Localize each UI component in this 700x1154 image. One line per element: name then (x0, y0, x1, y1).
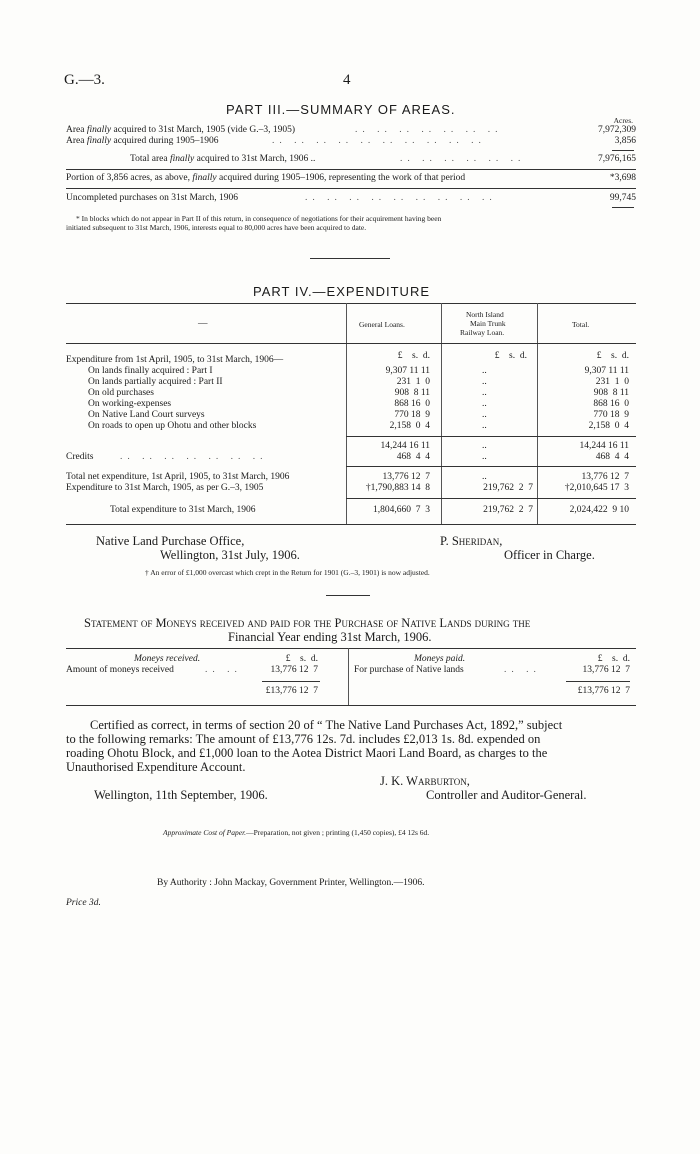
expenditure-nimt: .. (482, 366, 487, 376)
expenditure-row-label: On lands partially acquired : Part II (88, 377, 223, 387)
net-rule (346, 466, 636, 467)
expenditure-row-label: On working-expenses (88, 399, 172, 409)
expenditure-total: 908 8 11 (593, 388, 629, 398)
leader-dots: .. .. (205, 665, 242, 675)
certification-line: to the following remarks: The amount of £13,776 12s. 7d. includes £2,013 1s. 8d. expended on (66, 732, 541, 746)
part4-footnote: † An error of £1,000 overcast which crept in the Return for 1901 (G.–3, 1901) is now adjusted. (145, 568, 430, 577)
net-general: 13,776 12 7 (382, 472, 430, 482)
sum-rule (612, 150, 634, 151)
auditor-title: Controller and Auditor-General. (426, 788, 587, 802)
part3-row-label: Portion of 3,856 acres, as above, finally acquired during 1905–1906, representing the work of that period (66, 173, 466, 183)
table-top-rule (66, 303, 636, 304)
sum-rule (612, 207, 634, 208)
grand-total-label: Total expenditure to 31st March, 1906 (110, 505, 256, 515)
paid-value: 13,776 12 7 (582, 665, 630, 675)
expenditure-row-label: On Native Land Court surveys (88, 410, 205, 420)
office-date: Wellington, 31st July, 1906. (160, 548, 300, 562)
section-rule (66, 169, 636, 170)
section-rule (66, 188, 636, 189)
leader-dots: .. .. .. .. .. .. .. (120, 452, 268, 462)
grand-nimt: 219,762 2 7 (483, 505, 533, 515)
paid-header: Moneys paid. (414, 654, 466, 664)
certification-line: Certified as correct, in terms of section 20 of “ The Native Land Purchases Act, 1892,” subject (90, 718, 563, 732)
currency-header: £ s. d. (285, 654, 318, 664)
expenditure-general: 231 1 0 (396, 377, 430, 387)
grand-rule (346, 498, 636, 499)
currency-header: £ s. d. (494, 351, 527, 361)
grand-total: 2,024,422 9 10 (569, 505, 629, 515)
subtotal-total: 14,244 16 11 (579, 441, 629, 451)
statement-top-rule (66, 648, 636, 649)
certification-line: Unauthorised Expenditure Account. (66, 760, 246, 774)
currency-header: £ s. d. (597, 654, 630, 664)
page-number: 4 (343, 72, 351, 88)
part3-row-value: 3,856 (614, 136, 636, 146)
received-total: £13,776 12 7 (265, 686, 318, 696)
leader-dots: .. .. (504, 665, 541, 675)
column-divider (441, 303, 442, 524)
part3-row-value: 7,972,309 (598, 125, 636, 135)
office-name: Native Land Purchase Office, (96, 534, 245, 548)
acres-column-header: Acres. (613, 116, 633, 125)
net-expenditure-label: Total net expenditure, 1st April, 1905, to 31st March, 1906 (66, 472, 290, 482)
column-header-railway-loan: Railway Loan. (460, 328, 505, 337)
expenditure-total: 9,307 11 11 (584, 366, 629, 376)
column-header-total: Total. (572, 320, 590, 329)
paid-total: £13,776 12 7 (577, 686, 630, 696)
expenditure-row-label: On lands finally acquired : Part I (88, 366, 213, 376)
credits-nimt: .. (482, 452, 487, 462)
leader-dots: .. .. .. .. .. .. (400, 154, 526, 164)
expenditure-total: 231 1 0 (595, 377, 629, 387)
column-divider (346, 303, 347, 524)
expenditure-general: 908 8 11 (394, 388, 430, 398)
expenditure-general: 770 18 9 (394, 410, 430, 420)
expenditure-nimt: .. (482, 410, 487, 420)
sum-rule (566, 681, 630, 682)
separator-rule (310, 258, 390, 259)
expenditure-nimt: .. (482, 388, 487, 398)
credits-general: 468 4 4 (396, 452, 430, 462)
price: Price 3d. (66, 898, 101, 908)
part3-footnote: * In blocks which do not appear in Part II of this return, in consequence of negotiations for their acquirement having been (76, 214, 442, 223)
part3-row-label: Uncompleted purchases on 31st March, 1906 (66, 193, 239, 203)
column-header-main-trunk: Main Trunk (470, 319, 506, 328)
paid-label: For purchase of Native lands (354, 665, 464, 675)
expenditure-total: 770 18 9 (593, 410, 629, 420)
leader-dots: .. .. .. .. .. .. .. .. .. (305, 193, 497, 203)
statement-title: Statement of Moneys received and paid for the Purchase of Native Lands during the (84, 616, 531, 630)
part3-row-value: *3,698 (609, 173, 636, 183)
prior-expenditure-label: Expenditure to 31st March, 1905, as per G.–3, 1905 (66, 483, 264, 493)
part3-row-value: 7,976,165 (598, 154, 636, 164)
column-header-dash: — (198, 319, 208, 329)
part3-row-value: 99,745 (609, 193, 636, 203)
prior-general: †1,790,883 14 8 (365, 483, 430, 493)
expenditure-heading: Expenditure from 1st April, 1905, to 31st March, 1906— (66, 355, 284, 365)
separator-rule (326, 595, 370, 596)
part3-row-label: Total area finally acquired to 31st March, 1906 .. (130, 154, 316, 164)
received-header: Moneys received. (134, 654, 201, 664)
leader-dots: .. .. .. .. .. .. .. (355, 125, 503, 135)
statement-subtitle: Financial Year ending 31st March, 1906. (228, 630, 432, 644)
expenditure-general: 9,307 11 11 (385, 366, 430, 376)
header-bottom-rule (66, 343, 636, 344)
table-bottom-rule (66, 524, 636, 525)
expenditure-nimt: .. (482, 377, 487, 387)
part4-title: PART IV.—EXPENDITURE (253, 284, 431, 299)
subtotal-general: 14,244 16 11 (380, 441, 430, 451)
received-value: 13,776 12 7 (270, 665, 318, 675)
currency-header: £ s. d. (596, 351, 629, 361)
prior-nimt: 219,762 2 7 (483, 483, 533, 493)
certification-place-date: Wellington, 11th September, 1906. (94, 788, 268, 802)
column-header-north-island: North Island (466, 310, 504, 319)
net-total: 13,776 12 7 (581, 472, 629, 482)
sum-rule (262, 681, 320, 682)
expenditure-total: 2,158 0 4 (588, 421, 629, 431)
statement-bottom-rule (66, 705, 636, 706)
expenditure-general: 2,158 0 4 (389, 421, 430, 431)
cost-note: Approximate Cost of Paper.—Preparation, not given ; printing (1,450 copies), £4 12s 6d. (163, 828, 430, 837)
expenditure-total: 868 16 0 (593, 399, 629, 409)
signer-name: P. Sheridan, (440, 534, 503, 548)
expenditure-row-label: On old purchases (88, 388, 154, 398)
received-label: Amount of moneys received (66, 665, 174, 675)
expenditure-row-label: On roads to open up Ohotu and other blocks (88, 421, 257, 431)
column-divider (537, 303, 538, 524)
column-header-general-loans: General Loans. (359, 320, 405, 329)
auditor-name: J. K. Warburton, (380, 774, 470, 788)
currency-header: £ s. d. (397, 351, 430, 361)
part3-footnote: initiated subsequent to 31st March, 1906, interests equal to 80,000 acres have been acquired to date. (66, 223, 367, 232)
net-nimt: .. (482, 472, 487, 482)
expenditure-general: 868 16 0 (394, 399, 430, 409)
signer-title: Officer in Charge. (504, 548, 595, 562)
document-reference: G.—3. (64, 72, 105, 88)
part3-row-label: Area finally acquired to 31st March, 1905 (vide G.–3, 1905) (66, 125, 296, 135)
statement-divider (348, 648, 349, 705)
subtotal-rule (346, 436, 636, 437)
part3-row-label: Area finally acquired during 1905–1906 (66, 136, 219, 146)
part3-title: PART III.—SUMMARY OF AREAS. (226, 102, 456, 117)
expenditure-nimt: .. (482, 421, 487, 431)
grand-general: 1,804,660 7 3 (373, 505, 430, 515)
prior-total: †2,010,645 17 3 (564, 483, 629, 493)
credits-total: 468 4 4 (595, 452, 629, 462)
subtotal-nimt: .. (482, 441, 487, 451)
printer-imprint: By Authority : John Mackay, Government Printer, Wellington.—1906. (157, 878, 425, 888)
leader-dots: .. .. .. .. .. .. .. .. .. .. (272, 136, 486, 146)
expenditure-nimt: .. (482, 399, 487, 409)
credits-label: Credits (66, 452, 94, 462)
certification-line: roading Ohotu Block, and £1,000 loan to the Aotea District Maori Land Board, as charges to the (66, 746, 548, 760)
